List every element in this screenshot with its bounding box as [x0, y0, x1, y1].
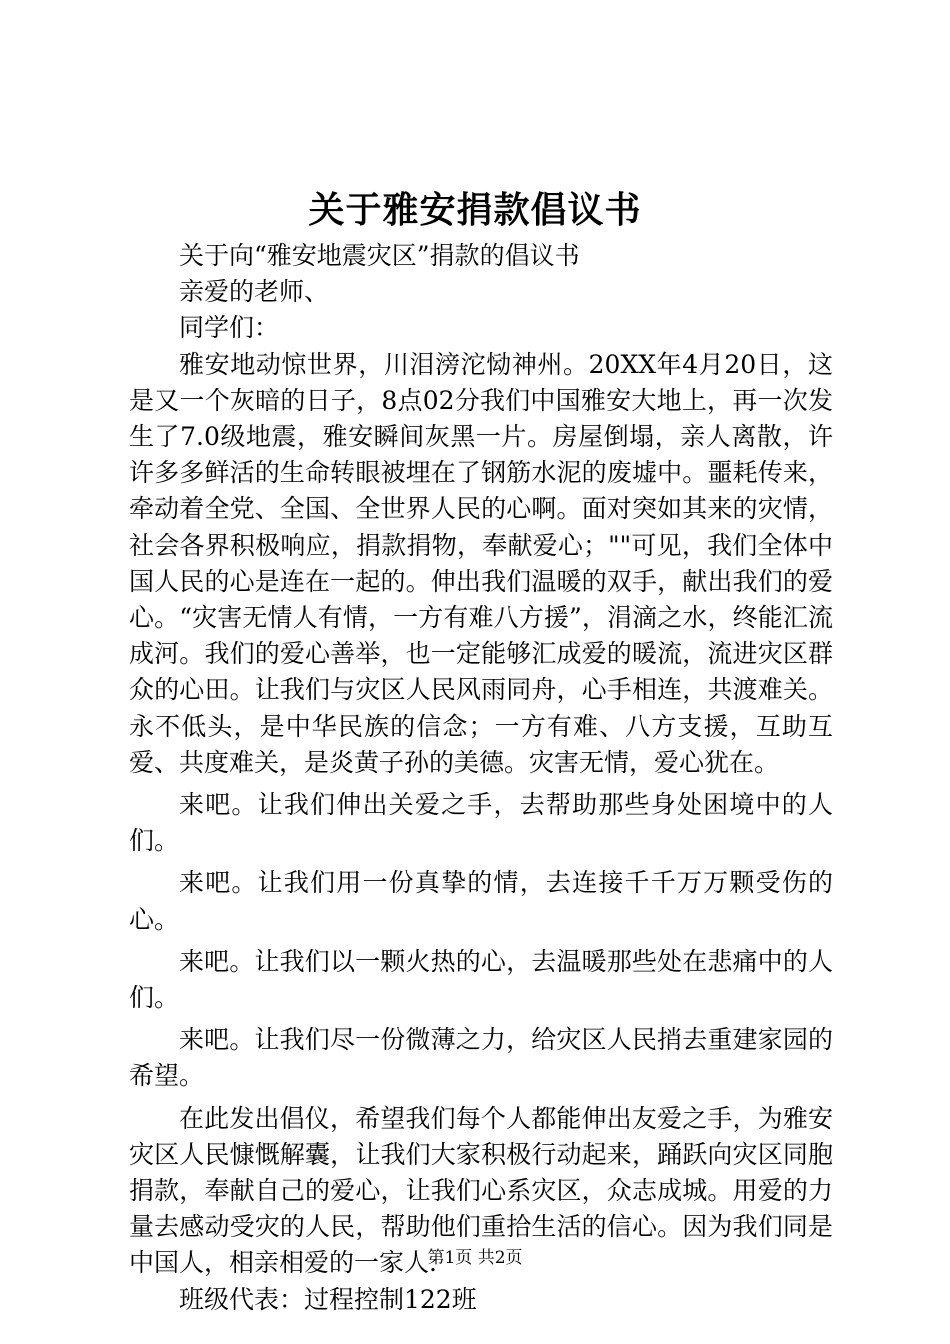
signature-line: 班级代表：过程控制122班 — [179, 1284, 477, 1314]
salutation-line: 同学们： — [179, 313, 280, 343]
body-paragraph: 来吧。让我们伸出关爱之手，去帮助那些身处困境中的人们。 — [129, 790, 833, 856]
body-paragraph: 雅安地动惊世界，川泪滂沱恸神州。20XX年4月20日，这是又一个灰暗的日子，8点02分我们中国雅安大地上，再一次发生了7.0级地震，雅安瞬间灰黑一片。房屋倒塌，亲人离散，许许多多鲜活的生命转眼被埋在了钢筋水泥的废墟中。噩耗传来，牵动着全党、全国、全世界人民的心啊。面对突如其来的灾情，社会各界积极响应，捐款捐物，奉献爱心；""可见，我们全体中国人民的心是连在一起的。伸出我们温暖的双手，献出我们的爱心。“灾害无情人有情，一方有难八方援”，涓滴之水，终能汇流成河。我们的爱心善举，也一定能够汇成爱的暖流，流进灾区群众的心田。让我们与灾区人民风雨同舟，心手相连，共渡难关。永不低头，是中华民族的信念；一方有难、八方支援，互助互爱、共度难关，是炎黄子孙的美德。灾害无情，爱心犹在。 — [129, 349, 833, 777]
body-paragraph: 来吧。让我们以一颗火热的心，去温暖那些处在悲痛中的人们。 — [129, 946, 833, 1013]
document-title: 关于雅安捐款倡议书 — [308, 189, 642, 231]
body-paragraph: 来吧。让我们用一份真挚的情，去连接千千万万颗受伤的心。 — [129, 868, 833, 934]
document-body — [129, 238, 833, 1318]
page-number: 第1页 共2页 — [427, 1248, 523, 1268]
body-paragraph: 在此发出倡仪，希望我们每个人都能伸出友爱之手，为雅安灾区人民慷慨解囊，让我们大家积极行动起来，踊跃向灾区同胞捐款，奉献自己的爱心，让我们心系灾区，众志成城。用爱的力量去感动受灾的人民，帮助他们重拾生活的信心。因为我们同是中国人，相亲相爱的一家人. — [129, 1103, 833, 1278]
body-paragraph: 来吧。让我们尽一份微薄之力，给灾区人民捎去重建家园的希望。 — [129, 1025, 833, 1091]
heading-line: 关于向“雅安地震灾区”捐款的倡议书 — [179, 241, 580, 270]
salutation-line: 亲爱的老师、 — [179, 277, 330, 307]
